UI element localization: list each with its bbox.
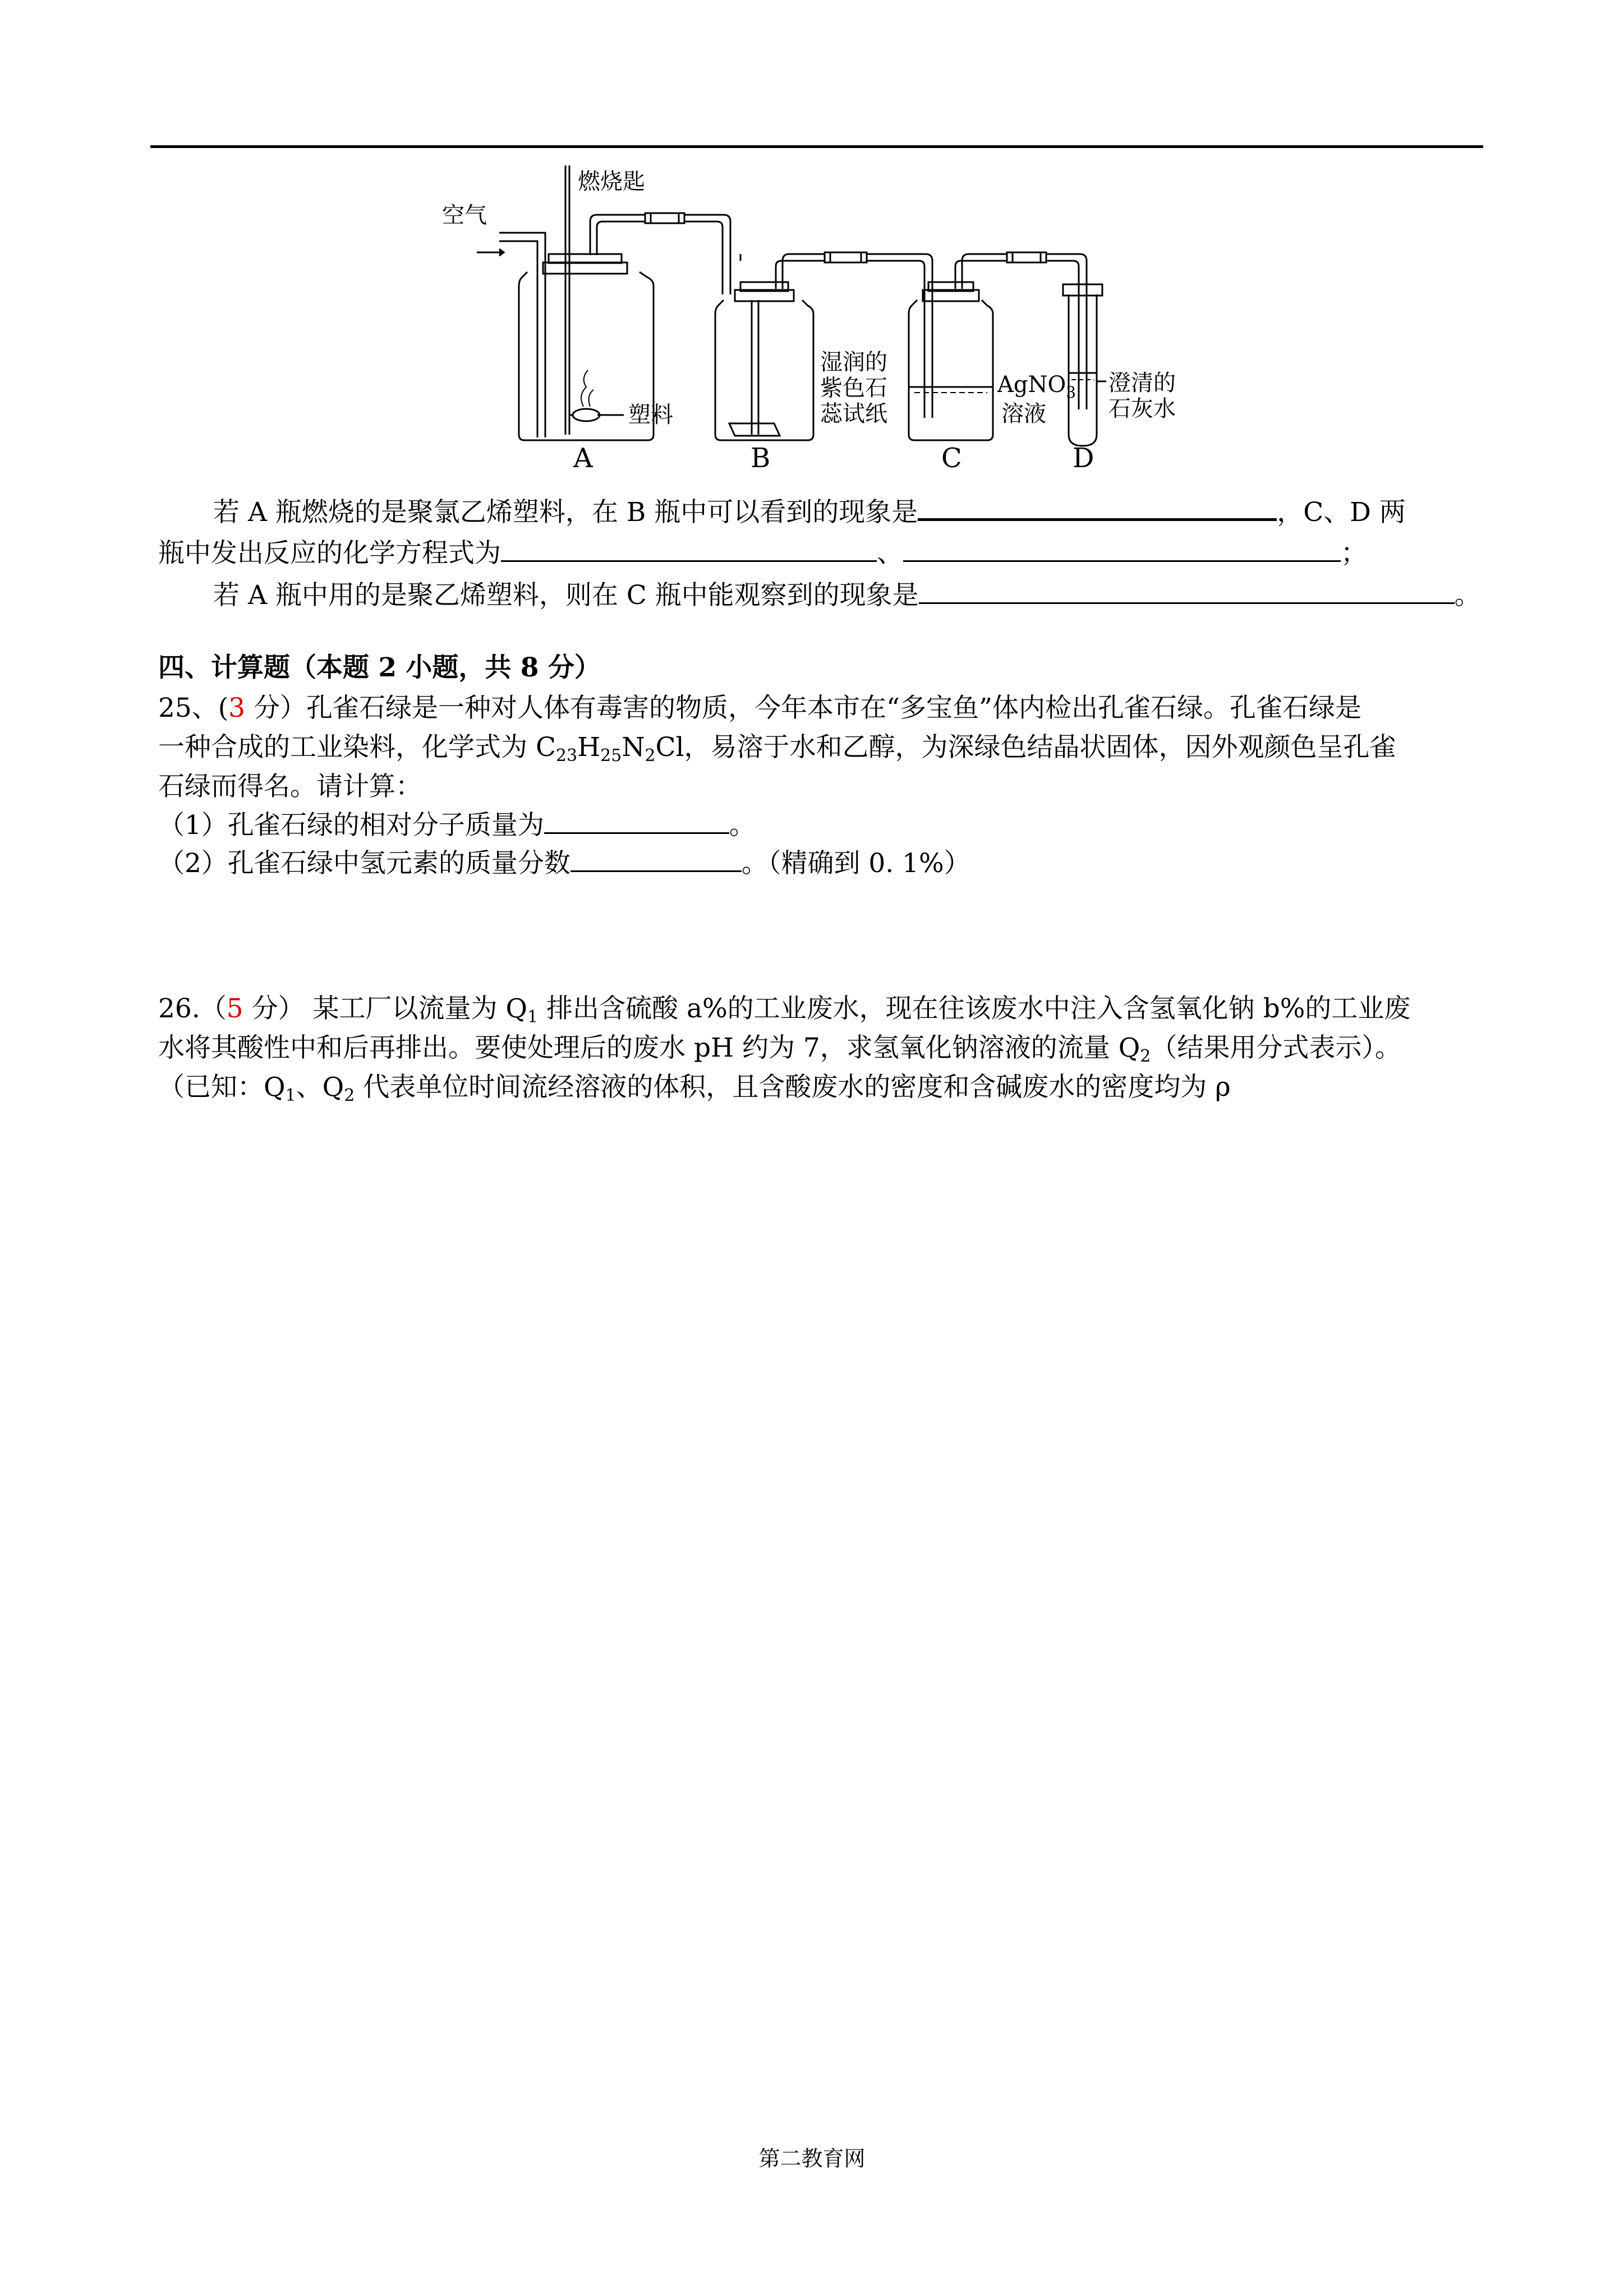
top-rule	[150, 145, 1483, 148]
plastic-label: 塑料	[628, 402, 673, 428]
q24-blank-3[interactable]	[903, 536, 1341, 562]
q24-blank-4[interactable]	[919, 578, 1455, 604]
q25-line1: 25、(3 分）孔雀石绿是一种对人体有毒害的物质，今年本市在“多宝鱼”体内检出孔雀石绿。孔雀石绿是	[158, 693, 1362, 723]
q24-blank-2[interactable]	[501, 536, 877, 562]
litmus-label-3: 蕊试纸	[820, 401, 887, 427]
q24-line1: 若 A 瓶燃烧的是聚氯乙烯塑料，在 B 瓶中可以看到的现象是 ，C、D 两	[213, 494, 1406, 530]
q25-line2: 一种合成的工业染料，化学式为 $C_{23}H_{25}N_2Cl$，易溶于水和乙醇，为深绿色结晶状固体，因外观颜色呈孔雀	[158, 732, 1396, 766]
q26-line1: 26.（5 分） 某工厂以流量为 $Q_1$ 排出含硫酸 a%的工业废水，现在往该废水中注入含氢氧化钠 b%的工业废	[158, 993, 1411, 1027]
q26-line2: 水将其酸性中和后再排出。要使处理后的废水 pH 约为 7，求氢氧化钠溶液的流量 $Q_2$（结果用分式表示）。	[158, 1032, 1401, 1066]
q25-sub1: （1）孔雀石绿的相对分子质量为 。	[158, 808, 756, 843]
burner-label: 燃烧匙	[578, 169, 645, 195]
q25-score: 3	[228, 693, 246, 723]
q25-blank-2[interactable]	[571, 846, 742, 872]
label-b: B	[751, 442, 771, 474]
q24-line3: 若 A 瓶中用的是聚乙烯塑料，则在 C 瓶中能观察到的现象是 。	[213, 578, 1481, 613]
section-heading: 四、计算题（本题 2 小题，共 8 分）	[158, 652, 601, 683]
footer: 第二教育网	[758, 2146, 866, 2171]
air-label: 空气	[442, 202, 487, 228]
q24-blank-1[interactable]	[918, 494, 1277, 521]
agno3-label: AgNO$_3$	[997, 372, 1076, 402]
q24-line2: 瓶中发出反应的化学方程式为 、 ；	[158, 536, 1367, 571]
q25-sub2: （2）孔雀石绿中氢元素的质量分数 。（精确到 0. 1%）	[158, 846, 970, 881]
limewater-label-2: 石灰水	[1108, 396, 1176, 422]
solution-label: 溶液	[1001, 401, 1046, 427]
q26-line3: （已知：$Q_1$、$Q_2$ 代表单位时间流经溶液的体积，且含酸废水的密度和含碱废水的密度均为 ρ	[158, 1072, 1231, 1105]
tube-d	[1069, 294, 1097, 446]
limewater-label-1: 澄清的	[1108, 370, 1176, 396]
q25-line3: 石绿而得名。请计算：	[158, 771, 422, 802]
bottle-c	[909, 300, 993, 440]
litmus-label-1: 湿润的	[820, 349, 887, 375]
apparatus-figure	[415, 160, 1212, 480]
bottle-b	[715, 300, 813, 440]
q25-blank-1[interactable]	[544, 808, 729, 834]
label-d: D	[1073, 442, 1094, 474]
label-a: A	[573, 442, 593, 474]
q26-score: 5	[226, 993, 243, 1024]
label-c: C	[941, 442, 962, 474]
litmus-label-2: 紫色石	[820, 375, 887, 401]
